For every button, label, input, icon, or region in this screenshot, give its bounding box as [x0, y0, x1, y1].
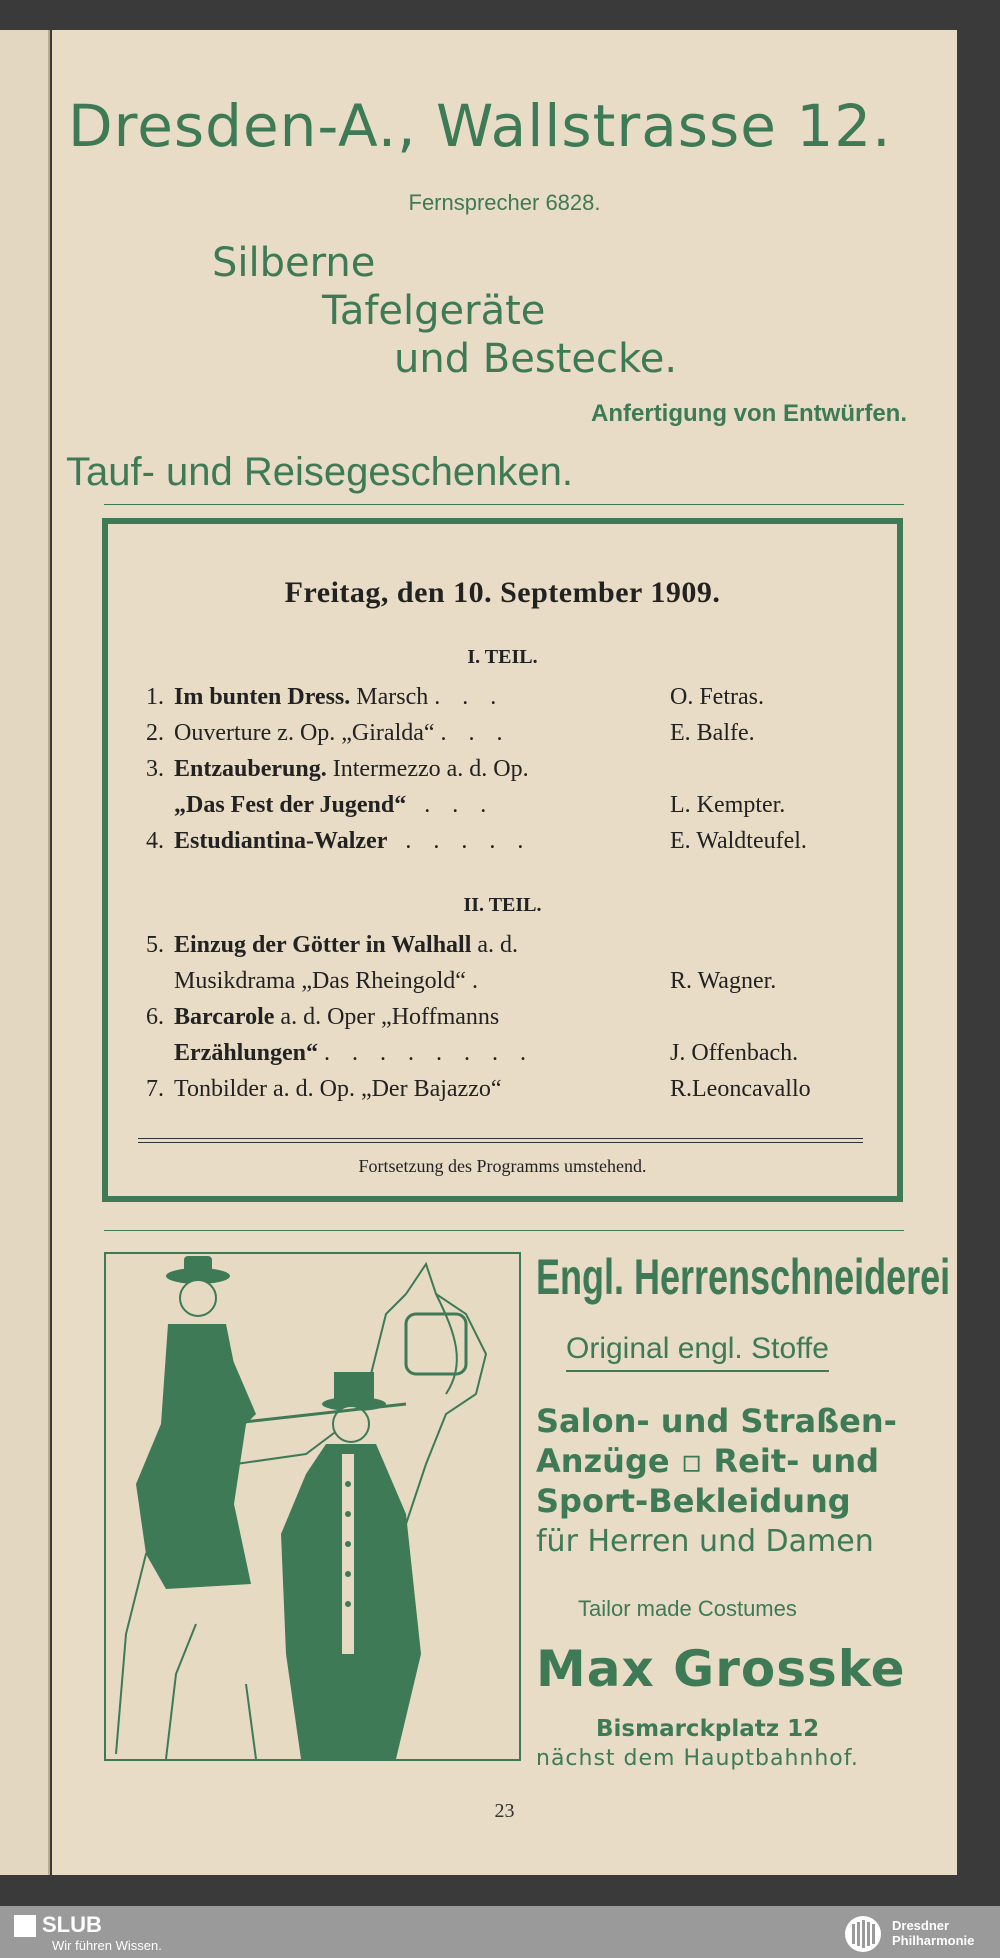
- viewer-footer: [0, 1906, 1000, 1958]
- item-num: 1.: [146, 684, 164, 710]
- program-item: [146, 720, 881, 752]
- item-num: 6.: [146, 1004, 164, 1030]
- item-desc: Intermezzo a. d. Op.: [332, 756, 529, 782]
- header-address: Dresden-A., Wallstrasse 12.: [68, 92, 892, 160]
- program-footnote: Fortsetzung des Programms umstehend.: [358, 1156, 647, 1176]
- item-composer: O. Fetras.: [670, 684, 764, 710]
- header-phone: Fernsprecher 6828.: [408, 190, 601, 215]
- philharmonie-line-2: Philharmonie: [892, 1933, 975, 1948]
- ad-brand-name: Max Grosske: [536, 1640, 906, 1698]
- item-desc: Marsch: [356, 684, 429, 710]
- facing-page-edge: [0, 30, 50, 1875]
- program-item: [146, 684, 881, 716]
- item-title: Barcarole: [174, 1004, 275, 1030]
- item-dots: .: [471, 968, 486, 994]
- item-title: Entzauberung.: [174, 756, 327, 782]
- program-item: [146, 932, 881, 964]
- item-desc: Tonbilder a. d. Op. „Der Bajazzo“: [174, 1076, 502, 1102]
- program-item: [146, 828, 881, 860]
- rider-illustration: [104, 1252, 521, 1761]
- slub-icon: [14, 1915, 36, 1937]
- double-rule-top: [138, 1138, 863, 1139]
- item-composer: E. Waldteufel.: [670, 828, 807, 854]
- ad-line-2: Anzüge ▫ Reit- und: [536, 1442, 880, 1480]
- program-item: [146, 1040, 881, 1072]
- tailor-ad-subtitle: Original engl. Stoffe: [566, 1332, 829, 1372]
- slub-label: SLUB: [42, 1912, 102, 1937]
- page: [52, 30, 957, 1875]
- item-num: 2.: [146, 720, 164, 746]
- silver-line-2: Tafelgeräte: [322, 288, 546, 334]
- program-item: [146, 792, 881, 824]
- item-desc: Musikdrama „Das Rheingold“: [174, 968, 466, 994]
- philharmonie-label[interactable]: [892, 1918, 974, 1948]
- item-composer: R. Wagner.: [670, 968, 777, 994]
- slub-logo[interactable]: [14, 1912, 102, 1938]
- program-item: [146, 968, 881, 1000]
- program-item: [146, 756, 881, 788]
- divider: [104, 1230, 904, 1231]
- philharmonie-line-1: Dresdner: [892, 1918, 950, 1933]
- item-desc: Ouverture z. Op. „Giralda“: [174, 720, 435, 746]
- item-composer: L. Kempter.: [670, 792, 786, 818]
- item-title: Im bunten Dress.: [174, 684, 351, 710]
- item-desc: a. d. Oper „Hoffmanns: [280, 1004, 500, 1030]
- item-dots: . . .: [440, 720, 511, 746]
- program-date: Freitag, den 10. September 1909.: [284, 576, 721, 609]
- item-composer: R.Leoncavallo: [670, 1076, 811, 1102]
- page-number: 23: [494, 1800, 515, 1822]
- rider-illustration-drawing: [106, 1254, 519, 1759]
- item-dots: . . . . .: [405, 828, 532, 854]
- part-1-title: I. TEIL.: [467, 646, 538, 668]
- silver-line-1: Silberne: [212, 240, 376, 286]
- tailor-ad-title: Engl. Herrenschneiderei: [536, 1249, 951, 1305]
- item-num: 7.: [146, 1076, 164, 1102]
- gifts-line: Tauf- und Reisegeschenken.: [66, 450, 573, 494]
- divider: [104, 504, 904, 505]
- ad-line-1: Salon- und Straßen-: [536, 1402, 897, 1440]
- double-rule-bottom: [138, 1142, 863, 1143]
- item-dots: . . .: [434, 684, 505, 710]
- ad-tailor-costumes: Tailor made Costumes: [578, 1596, 797, 1621]
- item-dots: . . . . . . . .: [324, 1040, 535, 1066]
- item-title: „Das Fest der Jugend“: [174, 792, 407, 818]
- program-box: [102, 518, 903, 1202]
- item-composer: J. Offenbach.: [670, 1040, 799, 1066]
- item-title: Einzug der Götter in Walhall: [174, 932, 472, 958]
- slub-slogan: Wir führen Wissen.: [52, 1938, 162, 1953]
- item-title: Estudiantina-Walzer: [174, 828, 388, 854]
- program-item: [146, 1076, 881, 1108]
- ad-near-station: nächst dem Hauptbahnhof.: [536, 1746, 859, 1771]
- item-composer: E. Balfe.: [670, 720, 755, 746]
- design-note: Anfertigung von Entwürfen.: [591, 400, 907, 427]
- ad-line-3: Sport-Bekleidung: [536, 1482, 851, 1520]
- ad-address: Bismarckplatz 12: [596, 1716, 820, 1742]
- silver-line-3: und Bestecke.: [394, 336, 678, 382]
- ad-line-4: für Herren und Damen: [536, 1524, 874, 1559]
- item-title: Erzählungen“: [174, 1040, 319, 1066]
- item-desc: a. d.: [477, 932, 519, 958]
- item-num: 5.: [146, 932, 164, 958]
- philharmonie-logo-icon[interactable]: [838, 1914, 888, 1954]
- item-num: 3.: [146, 756, 164, 782]
- item-num: 4.: [146, 828, 164, 854]
- item-dots: . . .: [424, 792, 495, 818]
- part-2-title: II. TEIL.: [463, 894, 542, 916]
- program-item: [146, 1004, 881, 1036]
